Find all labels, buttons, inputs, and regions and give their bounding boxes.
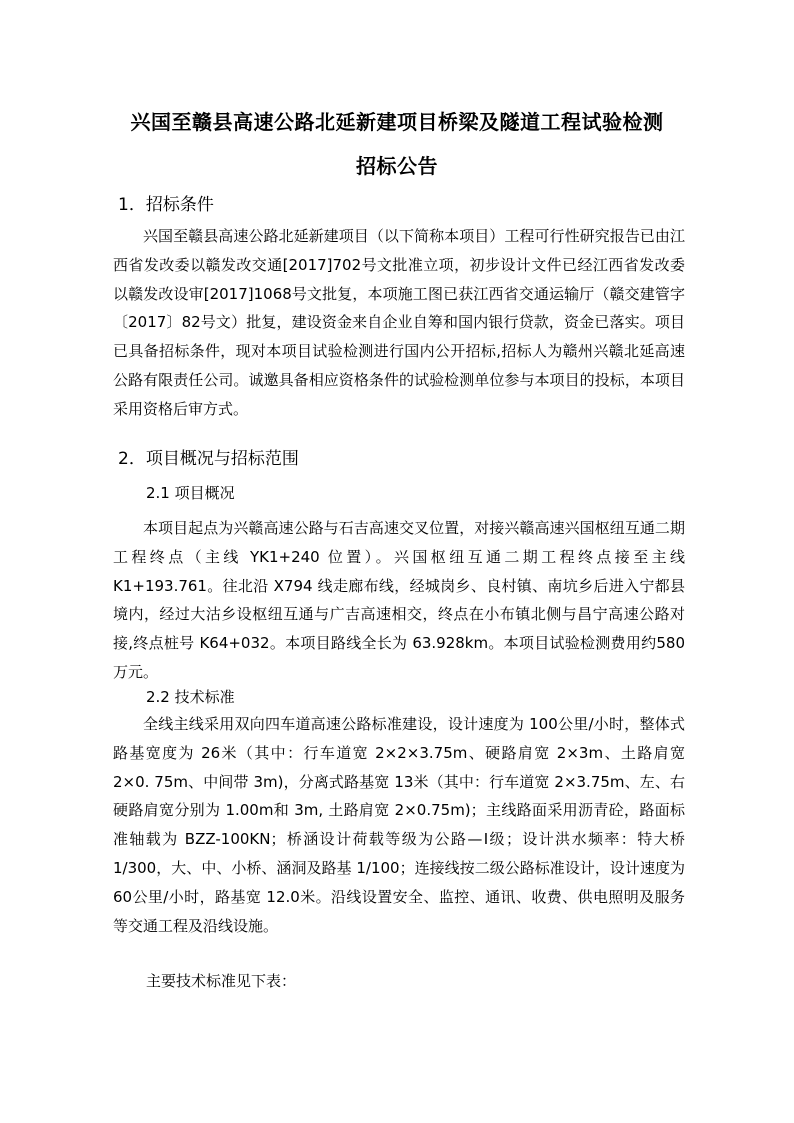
section-2-1-heading: 2.1 项目概况 <box>146 484 235 502</box>
section-2-1-body: 本项目起点为兴赣高速公路与石吉高速交叉位置，对接兴赣高速兴国枢纽互通二期工程终点（主线 YK1+240 位置）。兴国枢纽互通二期工程终点接至主线K1+193.761。往北沿 X794 线走廊布线，经城岗乡、良村镇、南坑乡后进入宁都县境内，经过大沽乡设枢纽互通与广吉高速相交，终点在小布镇北侧与昌宁高速公路对接,终点桩号 K64+032。本项目路线全长为 63.928km。本项目试验检测费用约580万元。 <box>113 519 685 681</box>
section-1-body: 兴国至赣县高速公路北延新建项目（以下简称本项目）工程可行性研究报告已由江西省发改委以赣发改交通[2017]702号文批准立项，初步设计文件已经江西省发改委以赣发改设审[2017]1068号文批复，本项施工图已获江西省交通运输厅（赣交建管字〔2017〕82号文）批复，建设资金来自企业自筹和国内银行贷款，资金已落实。项目已具备招标条件，现对本项目试验检测进行国内公开招标,招标人为赣州兴赣北延高速公路有限责任公司。诚邀具备相应资格条件的试验检测单位参与本项目的投标，本项目采用资格后审方式。 <box>113 227 685 418</box>
section-2-2-body: 全线主线采用双向四车道高速公路标准建设，设计速度为 100公里/小时，整体式路基宽度为 26米（其中：行车道宽 2×2×3.75m、硬路肩宽 2×3m、土路肩宽 2×0. 75m、中间带 3m)，分离式路基宽 13米（其中：行车道宽 2×3.75m、左、右硬路肩宽分别为 1.00m和 3m, 土路肩宽 2×0.75m)；主线路面采用沥青砼，路面标准轴载为 BZZ-100KN；桥涵设计荷载等级为公路—Ⅰ级；设计洪水频率：特大桥 1/300，大、中、小桥、涵洞及路基 1/100；连接线按二级公路标准设计，设计速度为 60公里/小时，路基宽 12.0米。沿线设置安全、监控、通讯、收费、供电照明及服务等交通工程及沿线设施。 <box>113 715 685 935</box>
section-2-2-heading: 2.2 技术标准 <box>146 688 235 706</box>
table-intro: 主要技术标准见下表： <box>146 972 297 990</box>
document-title-line2: 招标公告 <box>356 154 438 178</box>
document-title-line1: 兴国至赣县高速公路北延新建项目桥梁及隧道工程试验检测 <box>130 110 664 134</box>
section-1-heading: 1．招标条件 <box>118 195 214 215</box>
section-2-heading: 2．项目概况与招标范围 <box>118 449 299 469</box>
